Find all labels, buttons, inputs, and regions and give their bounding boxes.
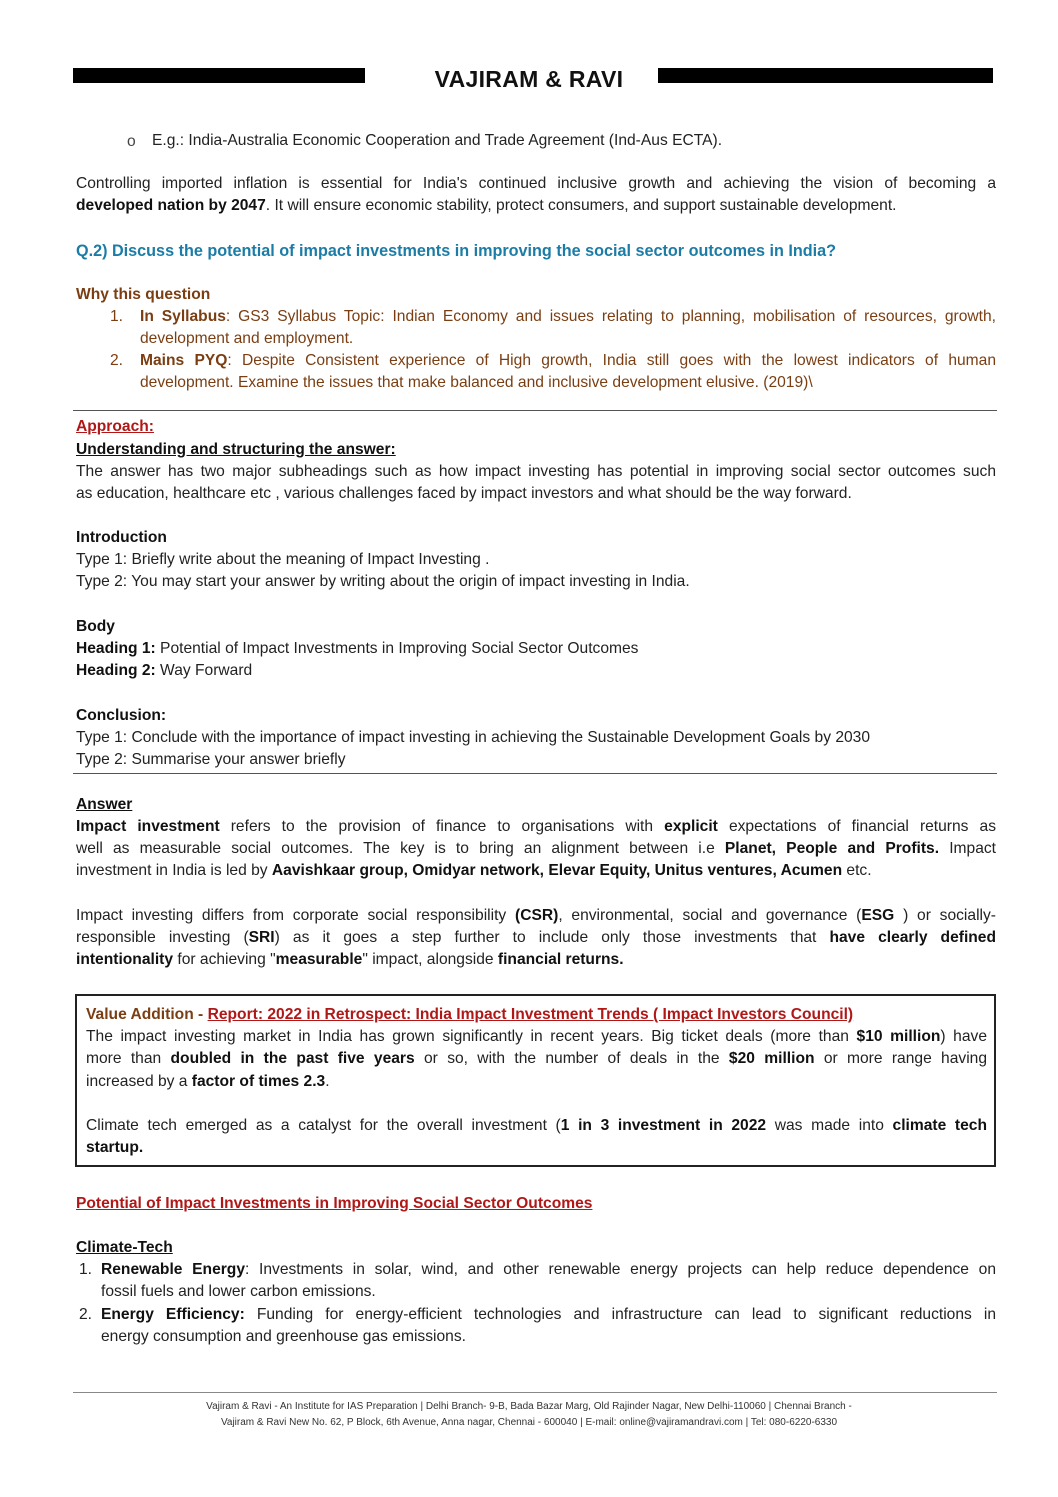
bullet-text: E.g.: India-Australia Economic Cooperation and Trade Agreement (Ind-Aus ECTA). — [152, 132, 723, 149]
text: expectations of financial returns as — [717, 818, 997, 835]
bold-text: developed nation by 2047 — [76, 197, 266, 214]
value-box-line1 — [86, 1026, 987, 1048]
text: , environmental, social and governance ( — [558, 907, 862, 924]
bold-text: $20 million — [728, 1050, 815, 1067]
bold-text: Planet, People and Profits. — [724, 840, 940, 857]
text: well as measurable social outcomes. The key is to bring an alignment between i.e — [76, 840, 725, 857]
question-heading: Q.2) Discuss the potential of impact investments in improving the social sector outcomes in India? — [76, 242, 837, 260]
divider — [73, 410, 997, 411]
potential-item-num: 2. — [78, 1306, 92, 1323]
value-addition-label: Value Addition - — [86, 1006, 208, 1023]
text: : Despite Consistent experience of High growth, India still goes with the lowest indicators of human — [227, 352, 997, 369]
approach-subheading: Understanding and structuring the answer: — [76, 441, 396, 458]
answer-p1-line1 — [76, 816, 996, 838]
footer-line1: Vajiram & Ravi - An Institute for IAS Preparation | Delhi Branch- 9-B, Bada Bazar Marg, Old Rajinder Nagar, New Delhi-110060 | Chennai Branch - — [206, 1401, 852, 1412]
text: " impact, alongside — [362, 951, 498, 968]
conclusion-para-line1: Controlling imported inflation is essential for India's continued inclusive growth and achieving the vision of becoming a — [76, 175, 996, 192]
why-item-num: 1. — [109, 308, 123, 325]
answer-p2-line1 — [76, 905, 996, 927]
potential-item-line1 — [101, 1304, 996, 1326]
text: : Investments in solar, wind, and other renewable energy projects can help reduce dependence on — [245, 1261, 996, 1278]
potential-item-line1 — [101, 1259, 996, 1281]
text: ) have — [940, 1028, 987, 1045]
body-heading2 — [76, 660, 996, 682]
potential-item-num: 1. — [78, 1261, 92, 1278]
why-item-line2: development and employment. — [140, 330, 354, 347]
bold-text: 1 in 3 investment in 2022 — [560, 1117, 767, 1134]
potential-item-line2: energy consumption and greenhouse gas emissions. — [101, 1328, 466, 1345]
value-addition-title — [86, 1004, 853, 1026]
approach-text-line1: The answer has two major subheadings such as how impact investing has potential in improving social sector outcomes such — [76, 463, 996, 480]
introduction-type2: Type 2: You may start your answer by writing about the origin of impact investing in India. — [76, 573, 690, 590]
why-item-line1 — [140, 350, 996, 372]
text: for achieving " — [173, 951, 276, 968]
text: investment in India is led by — [76, 862, 272, 879]
answer-p2-line2 — [76, 927, 996, 949]
text: Way Forward — [155, 662, 253, 679]
why-item-label: In Syllabus — [140, 308, 226, 325]
body-heading1 — [76, 638, 996, 660]
conclusion-para-line2 — [76, 195, 996, 217]
text: Climate tech emerged as a catalyst for the overall investment ( — [86, 1117, 561, 1134]
text: was made into — [766, 1117, 893, 1134]
why-item-num: 2. — [109, 352, 123, 369]
conclusion-type2: Type 2: Summarise your answer briefly — [76, 751, 346, 768]
text: or more range having — [814, 1050, 988, 1067]
text: Impact — [939, 840, 996, 857]
bold-text: explicit — [664, 818, 718, 835]
text: increased by a — [86, 1073, 192, 1090]
climate-tech-heading: Climate-Tech — [76, 1239, 173, 1256]
potential-item-line2: fossil fuels and lower carbon emissions. — [101, 1283, 376, 1300]
text: refers to the provision of finance to organisations with — [219, 818, 665, 835]
introduction-heading: Introduction — [76, 529, 167, 546]
approach-text-line2: as education, healthcare etc , various challenges faced by impact investors and what should be the way forward. — [76, 485, 852, 502]
bold-text: SRI — [248, 929, 275, 946]
text: Potential of Impact Investments in Improving Social Sector Outcomes — [155, 640, 639, 657]
conclusion-type1: Type 1: Conclude with the importance of impact investing in achieving the Sustainable Development Goals by 2030 — [76, 729, 871, 746]
text: ) or socially- — [894, 907, 996, 924]
introduction-type1: Type 1: Briefly write about the meaning of Impact Investing . — [76, 551, 490, 568]
text: . — [325, 1073, 330, 1090]
why-heading: Why this question — [76, 286, 211, 303]
divider — [73, 773, 997, 774]
report-title: Report: 2022 in Retrospect: India Impact Investment Trends ( Impact Investors Council) — [207, 1006, 854, 1023]
bold-text: financial returns. — [497, 951, 624, 968]
bold-text: Aavishkaar group, Omidyar network, Elevar Equity, Unitus ventures, Acumen — [271, 862, 843, 879]
answer-p2-line3 — [76, 949, 996, 971]
bold-text: climate tech — [892, 1117, 987, 1134]
bullet-mark: o — [127, 133, 136, 150]
potential-item-label: Renewable Energy — [101, 1261, 246, 1278]
why-item-label: Mains PYQ — [140, 352, 228, 369]
text: . It will ensure economic stability, protect consumers, and support sustainable development. — [265, 197, 897, 214]
text: responsible investing ( — [76, 929, 249, 946]
value-box-line2 — [86, 1048, 987, 1070]
bold-text: intentionality — [76, 951, 174, 968]
bold-text: measurable — [275, 951, 363, 968]
text: Impact investing differs from corporate social responsibility — [76, 907, 515, 924]
why-item-line1 — [140, 306, 996, 328]
text: Funding for energy-efficient technologies and infrastructure can lead to significant reductions in — [244, 1306, 996, 1323]
bold-text: ESG — [861, 907, 895, 924]
body-heading: Body — [76, 618, 115, 635]
answer-heading: Answer — [76, 796, 133, 813]
value-box-line5: startup. — [86, 1139, 144, 1156]
footer-divider — [73, 1392, 997, 1393]
bold-text: (CSR) — [515, 907, 559, 924]
text: etc. — [842, 862, 872, 879]
bold-text: factor of times 2.3 — [191, 1073, 326, 1090]
bold-text: doubled in the past five years — [170, 1050, 415, 1067]
heading-label: Heading 2: — [76, 662, 156, 679]
bold-text: $10 million — [856, 1028, 941, 1045]
text: or so, with the number of deals in the — [414, 1050, 729, 1067]
potential-heading: Potential of Impact Investments in Improving Social Sector Outcomes — [76, 1195, 593, 1212]
footer-line2: Vajiram & Ravi New No. 62, P Block, 6th Avenue, Anna nagar, Chennai - 600040 | E-mail: online@vajiramandravi.com | Tel: 080-6220-6330 — [220, 1417, 838, 1428]
value-box-line4 — [86, 1115, 987, 1137]
text: ) as it goes a step further to include only those investments that — [274, 929, 830, 946]
potential-item-label: Energy Efficiency: — [101, 1306, 245, 1323]
bold-text: have clearly defined — [829, 929, 997, 946]
why-item-line2: development. Examine the issues that make balanced and inclusive development elusive. (2019)\ — [140, 374, 813, 391]
answer-p1-line2 — [76, 838, 996, 860]
approach-heading: Approach: — [76, 418, 154, 435]
brand-title: VAJIRAM & RAVI — [434, 66, 624, 92]
value-box-line3 — [86, 1071, 330, 1093]
bold-text: Impact investment — [76, 818, 220, 835]
conclusion-heading: Conclusion: — [76, 707, 167, 724]
heading-label: Heading 1: — [76, 640, 156, 657]
text: more than — [86, 1050, 171, 1067]
text: The impact investing market in India has grown significantly in recent years. Big ticket deals (more than — [86, 1028, 857, 1045]
answer-p1-line3 — [76, 860, 996, 882]
text: : GS3 Syllabus Topic: Indian Economy and issues relating to planning, mobilisation of resources, growth, — [225, 308, 997, 325]
